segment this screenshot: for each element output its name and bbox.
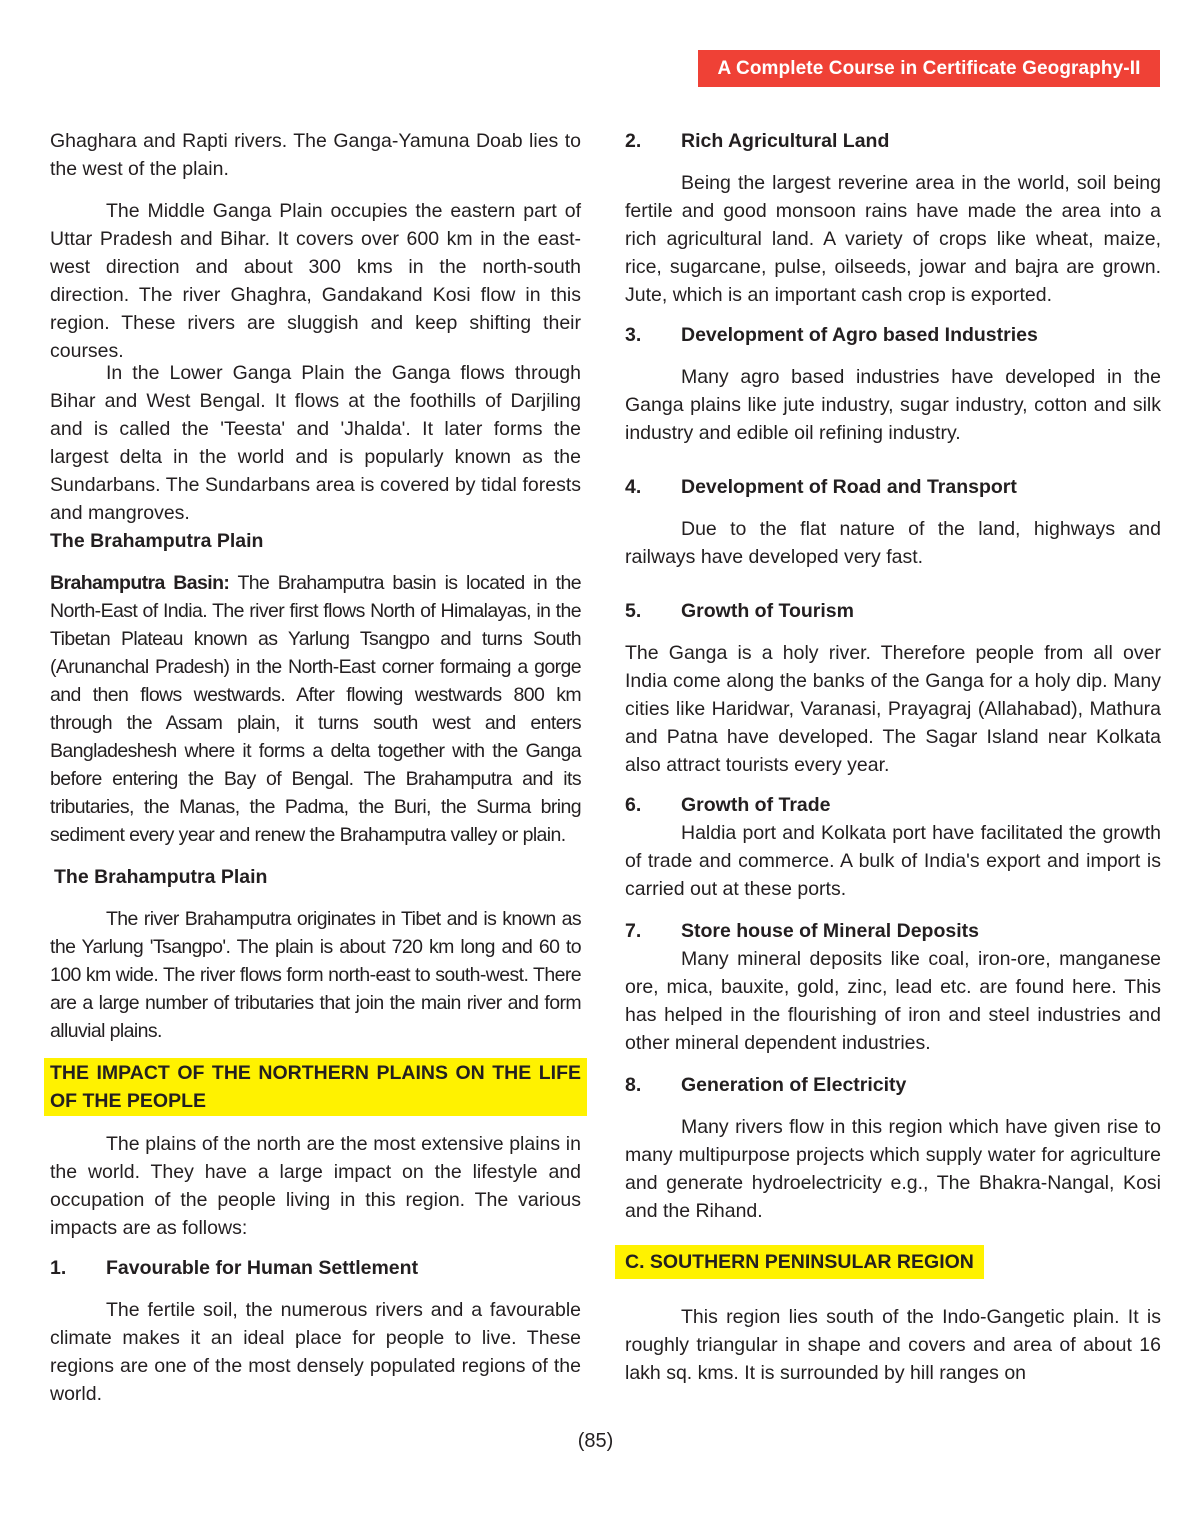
- impact-heading: THE IMPACT OF THE NORTHERN PLAINS ON THE LIFE OF THE PEOPLE: [44, 1058, 587, 1116]
- item-7-number: 7.: [625, 920, 642, 942]
- item-1-title: Favourable for Human Settlement: [106, 1257, 419, 1279]
- item-3-text: Many agro based industries have developed in the Ganga plains like jute industry, sugar industry, cotton and silk industry and edible oil refining industry.: [625, 366, 1161, 444]
- item-8-title: Generation of Electricity: [681, 1074, 907, 1096]
- paragraph-brahmaputra-basin: [50, 569, 581, 849]
- paragraph-doab: Ghaghara and Rapti rivers. The Ganga-Yamuna Doab lies to the west of the plain.: [50, 130, 581, 180]
- item-8-heading: [625, 1071, 1161, 1099]
- item-1-heading: [50, 1254, 581, 1282]
- item-3-heading: [625, 321, 1161, 349]
- item-4-title: Development of Road and Transport: [681, 476, 1017, 498]
- heading-brahmaputra-plain-2: The Brahamputra Plain: [54, 866, 268, 888]
- item-1-number: 1.: [50, 1257, 67, 1279]
- item-2-number: 2.: [625, 130, 642, 152]
- left-column: [50, 127, 581, 1408]
- paragraph-middle-ganga-plain: The Middle Ganga Plain occupies the eastern part of Uttar Pradesh and Bihar. It covers over 600 km in the east-west direction and about 300 kms in the north-south direction. The river Ghaghra, Gandakand Kosi flow in this region. These rivers are sluggish and keep shifting their courses.: [50, 200, 581, 362]
- paragraph-brahmaputra-plain: The river Brahamputra originates in Tibet and is known as the Yarlung 'Tsangpo'. The plain is about 720 km long and 60 to 100 km wide. The river flows form north-east to south-west. There are a large number of tributaries that join the main river and form alluvial plains.: [50, 908, 581, 1042]
- item-5-text: The Ganga is a holy river. Therefore people from all over India come along the banks of the Ganga for a holy dip. Many cities like Haridwar, Varanasi, Prayagraj (Allahabad), Mathura and Patna have developed. The Sagar Island near Kolkata also attract tourists every year.: [625, 642, 1161, 776]
- item-8-number: 8.: [625, 1074, 642, 1096]
- item-7-text: Many mineral deposits like coal, iron-ore, manganese ore, mica, bauxite, gold, zinc, lead etc. are found here. This has helped in the flourishing of iron and steel industries and other mineral dependent industries.: [625, 948, 1161, 1054]
- item-1-text: The fertile soil, the numerous rivers and a favourable climate makes it an ideal place for people to live. These regions are one of the most densely populated regions of the world.: [50, 1299, 581, 1405]
- item-8-text: Many rivers flow in this region which have given rise to many multipurpose projects which supply water for agriculture and generate hydroelectricity e.g., The Bhakra-Nangal, Kosi and the Rihand.: [625, 1116, 1161, 1222]
- basin-label: Brahamputra Basin:: [50, 572, 230, 594]
- southern-region-text: This region lies south of the Indo-Gangetic plain. It is roughly triangular in shape and covers and area of about 16 lakh sq. kms. It is surrounded by hill ranges on: [625, 1306, 1161, 1384]
- item-3-title: Development of Agro based Industries: [681, 324, 1038, 346]
- item-5-heading: [625, 597, 1161, 625]
- item-6-title: Growth of Trade: [681, 794, 831, 816]
- item-2-text: Being the largest reverine area in the world, soil being fertile and good monsoon rains have made the area into a rich agricultural land. A variety of crops like wheat, maize, rice, sugarcane, pulse, oilseeds, jowar and bajra are grown. Jute, which is an important cash crop is exported.: [625, 172, 1161, 306]
- item-4-number: 4.: [625, 476, 642, 498]
- item-6-text: Haldia port and Kolkata port have facilitated the growth of trade and commerce. A bulk of India's export and import is carried out at these ports.: [625, 822, 1161, 900]
- heading-brahmaputra-plain: The Brahamputra Plain: [50, 530, 264, 552]
- book-title-badge: A Complete Course in Certificate Geography-II: [698, 50, 1160, 87]
- southern-peninsular-heading: C. SOUTHERN PENINSULAR REGION: [615, 1245, 984, 1279]
- item-4-text: Due to the flat nature of the land, highways and railways have developed very fast.: [625, 518, 1161, 568]
- paragraph-impact-intro: The plains of the north are the most extensive plains in the world. They have a large impact on the lifestyle and occupation of the people living in this region. The various impacts are as follows:: [50, 1133, 581, 1239]
- basin-text: The Brahamputra basin is located in the North-East of India. The river first flows North of Himalayas, in the Tibetan Plateau known as Yarlung Tsangpo and turns South (Arunanchal Pradesh) in the North-East corner formaing a gorge and then flows westwards. After flowing westwards 800 km through the Assam plain, it turns south west and enters Bangladeshesh where it forms a delta together with the Ganga before entering the Bay of Bengal. The Brahamputra and its tributaries, the Manas, the Padma, the Buri, the Surma bring sediment every year and renew the Brahamputra valley or plain.: [50, 572, 581, 846]
- item-6-number: 6.: [625, 794, 642, 816]
- item-7-heading: [625, 917, 1161, 945]
- item-5-title: Growth of Tourism: [681, 600, 854, 622]
- item-4-heading: [625, 473, 1161, 501]
- item-6-heading: [625, 791, 1161, 819]
- item-5-number: 5.: [625, 600, 642, 622]
- item-2-title: Rich Agricultural Land: [681, 130, 890, 152]
- paragraph-lower-ganga-plain: In the Lower Ganga Plain the Ganga flows through Bihar and West Bengal. It flows at the foothills of Darjiling and is called the 'Teesta' and 'Jhalda'. It later forms the largest delta in the world and is popularly known as the Sundarbans. The Sundarbans area is covered by tidal forests and mangroves.: [50, 362, 581, 524]
- item-2-heading: [625, 127, 1161, 155]
- item-3-number: 3.: [625, 324, 642, 346]
- page-number: (85): [577, 1430, 614, 1452]
- right-column: [625, 127, 1161, 1387]
- item-7-title: Store house of Mineral Deposits: [681, 920, 979, 942]
